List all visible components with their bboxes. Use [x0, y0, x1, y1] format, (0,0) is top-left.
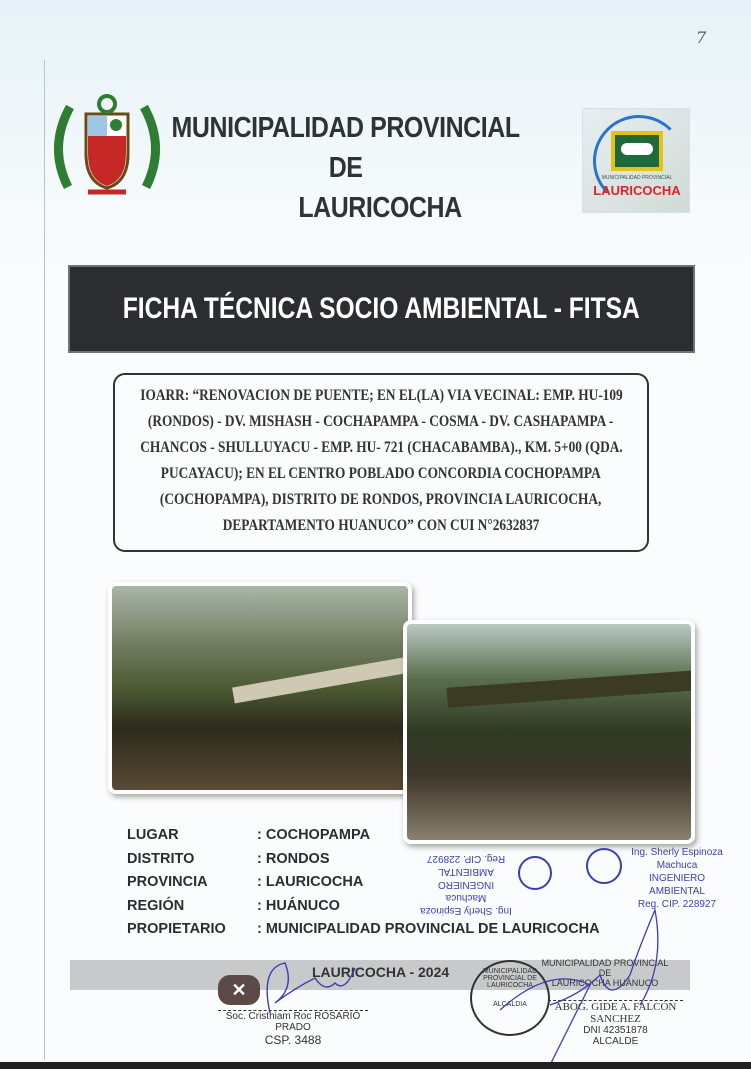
logo-name: LAURICOCHA	[593, 183, 681, 198]
sociologist-csp: CSP. 3488	[264, 1033, 322, 1047]
project-line: (COCHOPAMPA), DISTRITO DE RONDOS, PROVINCIA LAURICOCHA,	[160, 491, 602, 508]
info-value: : COCHOPAMPA	[257, 827, 371, 843]
project-line: IOARR: “RENOVACION DE PUENTE; EN EL(LA) VIA VECINAL: EMP. HU-109	[139, 387, 623, 404]
info-label: PROVINCIA	[127, 874, 208, 890]
info-label: REGIÓN	[127, 897, 185, 914]
stamp-title: INGENIERO AMBIENTAL	[648, 873, 706, 897]
info-value: : MUNICIPALIDAD PROVINCIAL DE LAURICOCHA	[257, 921, 600, 937]
title-line-1: MUNICIPALIDAD PROVINCIAL DE	[171, 112, 520, 184]
muni-line: LAURICOCHA HUÁNUCO	[551, 978, 659, 988]
document-banner	[68, 265, 695, 353]
stamp-name: Ing. Sherly Espinoza Machuca	[420, 892, 512, 916]
project-line: PUCAYACU); EN EL CENTRO POBLADO CONCORDIA COCHOPAMPA	[161, 465, 601, 482]
engineer-seal	[586, 848, 622, 884]
margin-line	[44, 60, 45, 1060]
info-value: : RONDOS	[257, 850, 330, 867]
info-label: PROPIETARIO	[127, 921, 226, 937]
footer-year: LAURICOCHA - 2024	[312, 964, 450, 980]
project-line: (RONDOS) - DV. MISHASH - COCHAPAMPA - COSMA - DV. CASHAPAMPA -	[148, 413, 614, 430]
stamp-reg: Reg. CIP. 228927	[426, 853, 506, 864]
stamp-title: INGENIERO AMBIENTAL	[437, 866, 495, 890]
bridge-photo-1	[108, 582, 412, 794]
seal-text: MUNICIPALIDAD PROVINCIAL DE LAURICOCHA	[482, 968, 538, 989]
project-line: DEPARTAMENTO HUANUCO” CON CUI N°2632837	[222, 517, 540, 534]
stamp-name: Ing. Sherly Espinoza Machuca	[631, 847, 723, 871]
mayor-signature	[490, 905, 670, 1065]
mayor-name: ABOG. GIDE A. FALCÓN SANCHEZ	[554, 1001, 677, 1025]
info-row	[127, 824, 600, 848]
seal-center: ALCALDIA	[493, 1001, 527, 1008]
municipality-title	[165, 108, 526, 228]
mayor-role: ALCALDE	[592, 1036, 639, 1047]
info-label: DISTRITO	[127, 850, 195, 867]
mayor-dni: DNI 42351878	[583, 1025, 648, 1036]
engineer-seal-inverted	[518, 856, 552, 890]
engineer-stamp	[622, 846, 732, 911]
info-value: : HUÁNUCO	[257, 897, 340, 914]
lauricocha-logo	[582, 108, 690, 213]
info-label: LUGAR	[127, 827, 179, 843]
peru-coat-of-arms	[48, 92, 166, 204]
logo-small-text: MUNICIPALIDAD PROVINCIAL	[601, 175, 673, 181]
info-value: : LAURICOCHA	[257, 874, 364, 890]
document-title: FICHA TÉCNICA SOCIO AMBIENTAL - FITSA	[122, 292, 641, 325]
sociologist-signature	[255, 958, 365, 1018]
scan-edge	[0, 1062, 751, 1069]
project-description	[113, 373, 649, 552]
title-line-2: LAURICOCHA	[298, 192, 462, 224]
sociologist-name: Soc. Cristhiam Roc ROSARIO PRADO	[225, 1011, 361, 1033]
sociologist-logo: ✕	[218, 975, 260, 1005]
bridge-photo-2	[403, 620, 695, 844]
muni-line: MUNICIPALIDAD PROVINCIAL DE	[541, 958, 669, 978]
stamp-reg: Reg. CIP. 228927	[637, 899, 717, 910]
page-number: 7	[696, 28, 707, 47]
project-line: CHANCOS - SHULLUYACU - EMP. HU- 721 (CHACABAMBA)., KM. 5+00 (QDA.	[139, 439, 623, 456]
